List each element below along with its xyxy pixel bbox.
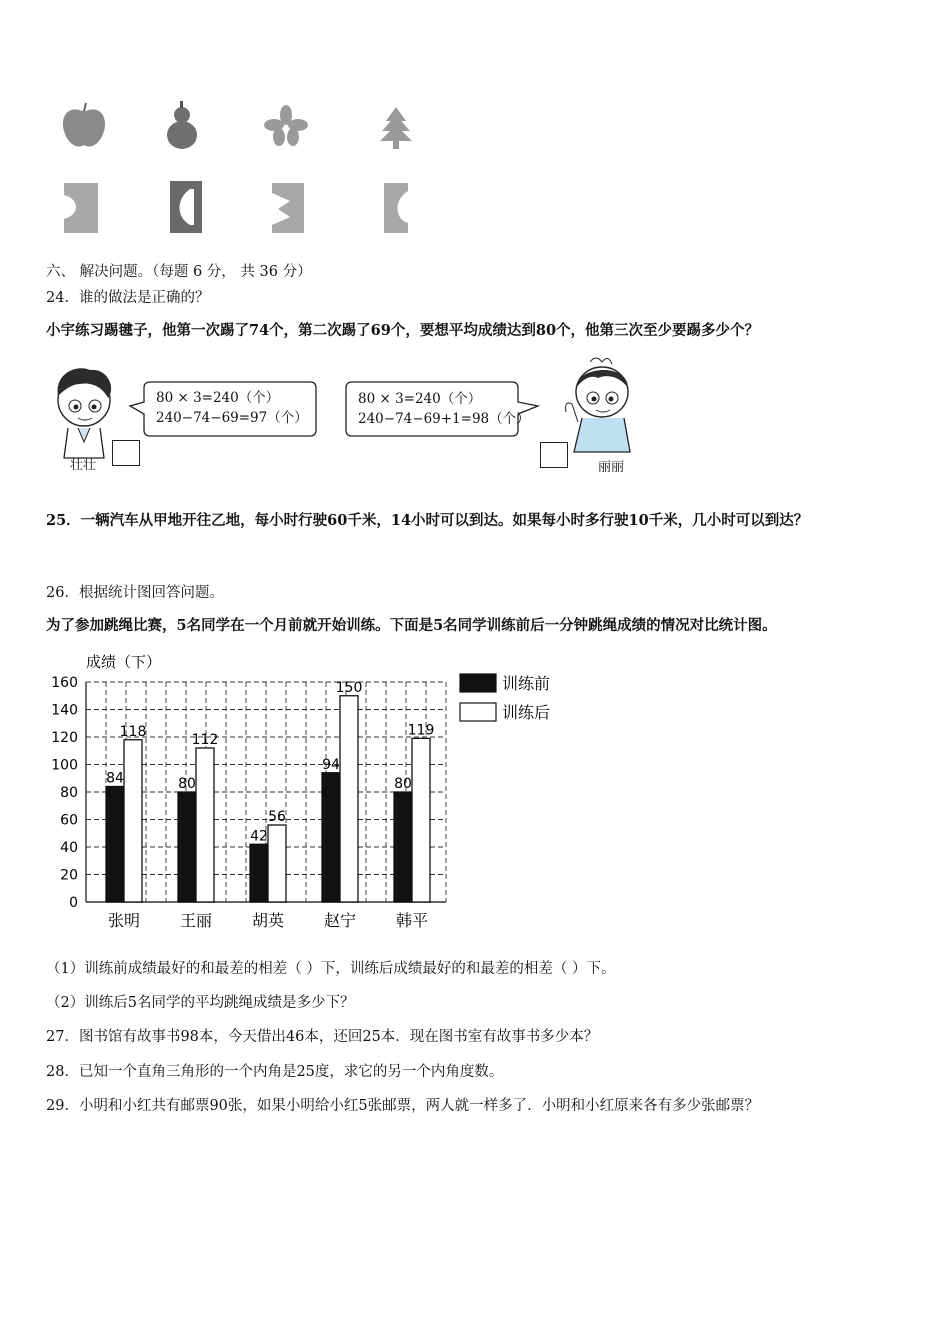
question-26-text: 为了参加跳绳比赛，5名同学在一个月前就开始训练。下面是5名同学训练前后一分钟跳绳成绩的情况对比统计图。 bbox=[46, 617, 777, 634]
bar-before-3 bbox=[250, 844, 268, 902]
question-26-number: 26．根据统计图回答问题。 bbox=[46, 585, 224, 601]
zhuangzhuang-answer-box[interactable] bbox=[112, 440, 140, 466]
legend-swatch bbox=[460, 703, 496, 721]
bar-value-label: 84 bbox=[106, 770, 124, 787]
question-29-text: 29．小明和小红共有邮票90张，如果小明给小红5张邮票，两人就一样多了．小明和小红原来各有多少张邮票？ bbox=[46, 1098, 760, 1114]
chart-bars bbox=[106, 680, 434, 902]
bar-after-3 bbox=[268, 825, 286, 902]
bar-value-label: 118 bbox=[119, 723, 147, 740]
x-tick-label: 张明 bbox=[107, 911, 141, 930]
cutout-3-icon bbox=[272, 183, 304, 233]
cutout-4-icon bbox=[384, 183, 408, 233]
flower-shape-icon bbox=[264, 105, 308, 146]
question-25-text: 25．一辆汽车从甲地开往乙地，每小时行驶60千米，14小时可以到达。如果每小时多行驶10千米，几小时可以到达？ bbox=[46, 512, 809, 529]
jump-rope-bar-chart bbox=[46, 646, 586, 938]
bar-value-label: 112 bbox=[191, 732, 219, 748]
x-tick-label: 韩平 bbox=[395, 911, 429, 930]
girl-calc-line-1: 80 × 3=240（个） bbox=[358, 391, 482, 407]
cutout-1-icon bbox=[64, 183, 98, 233]
x-tick-label: 赵宁 bbox=[323, 911, 357, 930]
boy-calc-line-2: 240−74−69=97（个） bbox=[156, 410, 308, 426]
y-axis-label: 成绩（下） bbox=[86, 653, 162, 671]
bar-value-label: 42 bbox=[250, 828, 268, 845]
y-tick-label: 160 bbox=[51, 675, 78, 691]
girl-name: 丽丽 bbox=[598, 460, 625, 475]
bar-after-5 bbox=[412, 738, 430, 902]
bar-value-label: 80 bbox=[178, 776, 196, 792]
bar-before-4 bbox=[322, 773, 340, 902]
boy-name: 壮壮 bbox=[70, 458, 97, 473]
bar-value-label: 80 bbox=[394, 776, 412, 792]
bar-value-label: 150 bbox=[335, 679, 363, 696]
x-tick-label: 王丽 bbox=[179, 911, 213, 930]
y-tick-label: 100 bbox=[51, 757, 78, 774]
question-24-text: 小宇练习踢毽子，他第一次踢了74个，第二次踢了69个，要想平均成绩达到80个，他第三次至少要踢多少个？ bbox=[46, 322, 760, 339]
y-tick-labels bbox=[51, 675, 78, 911]
bar-before-1 bbox=[106, 787, 124, 903]
question-24-number: 24．谁的做法是正确的？ bbox=[46, 290, 210, 306]
x-tick-labels bbox=[108, 911, 428, 930]
y-tick-label: 80 bbox=[60, 785, 78, 801]
bar-value-label: 56 bbox=[268, 809, 286, 825]
y-tick-label: 140 bbox=[51, 702, 78, 719]
y-tick-label: 20 bbox=[60, 867, 78, 884]
cutout-2-icon bbox=[170, 181, 202, 233]
bar-value-label: 94 bbox=[322, 756, 340, 773]
y-tick-label: 120 bbox=[51, 730, 78, 746]
question-26-sub-2: （2）训练后5名同学的平均跳绳成绩是多少下？ bbox=[46, 995, 355, 1011]
chart-legend bbox=[460, 674, 550, 722]
question-26-sub-1: （1）训练前成绩最好的和最差的相差（ ）下，训练后成绩最好的和最差的相差（ ）下。 bbox=[46, 961, 616, 977]
bar-before-2 bbox=[178, 792, 196, 902]
bar-after-4 bbox=[340, 696, 358, 902]
gourd-shape-icon bbox=[167, 101, 197, 149]
girl-avatar bbox=[560, 352, 644, 456]
paper-cutting-figures bbox=[50, 95, 450, 245]
legend-label: 训练前 bbox=[502, 674, 551, 693]
question-27-text: 27．图书馆有故事书98本，今天借出46本，还回25本．现在图书室有故事书多少本？ bbox=[46, 1029, 599, 1045]
legend-swatch bbox=[460, 674, 496, 692]
section-six-title: 六、 解决问题。（每题 6 分， 共 36 分） bbox=[46, 264, 312, 280]
girl-calc-line-2: 240−74−69+1=98（个） bbox=[358, 411, 530, 427]
question-28-text: 28．已知一个直角三角形的一个内角是25度，求它的另一个内角度数。 bbox=[46, 1064, 504, 1080]
bar-after-2 bbox=[196, 748, 214, 902]
legend-label: 训练后 bbox=[502, 703, 551, 722]
boy-calc-line-1: 80 × 3=240（个） bbox=[156, 390, 280, 406]
bar-before-5 bbox=[394, 792, 412, 902]
y-tick-label: 40 bbox=[60, 840, 78, 856]
bar-value-label: 119 bbox=[407, 722, 435, 739]
bar-after-1 bbox=[124, 740, 142, 902]
y-tick-label: 60 bbox=[60, 812, 78, 829]
x-tick-label: 胡英 bbox=[251, 911, 285, 930]
tree-shape-icon bbox=[380, 107, 412, 149]
apple-shape-icon bbox=[63, 103, 105, 146]
y-tick-label: 0 bbox=[69, 895, 78, 911]
